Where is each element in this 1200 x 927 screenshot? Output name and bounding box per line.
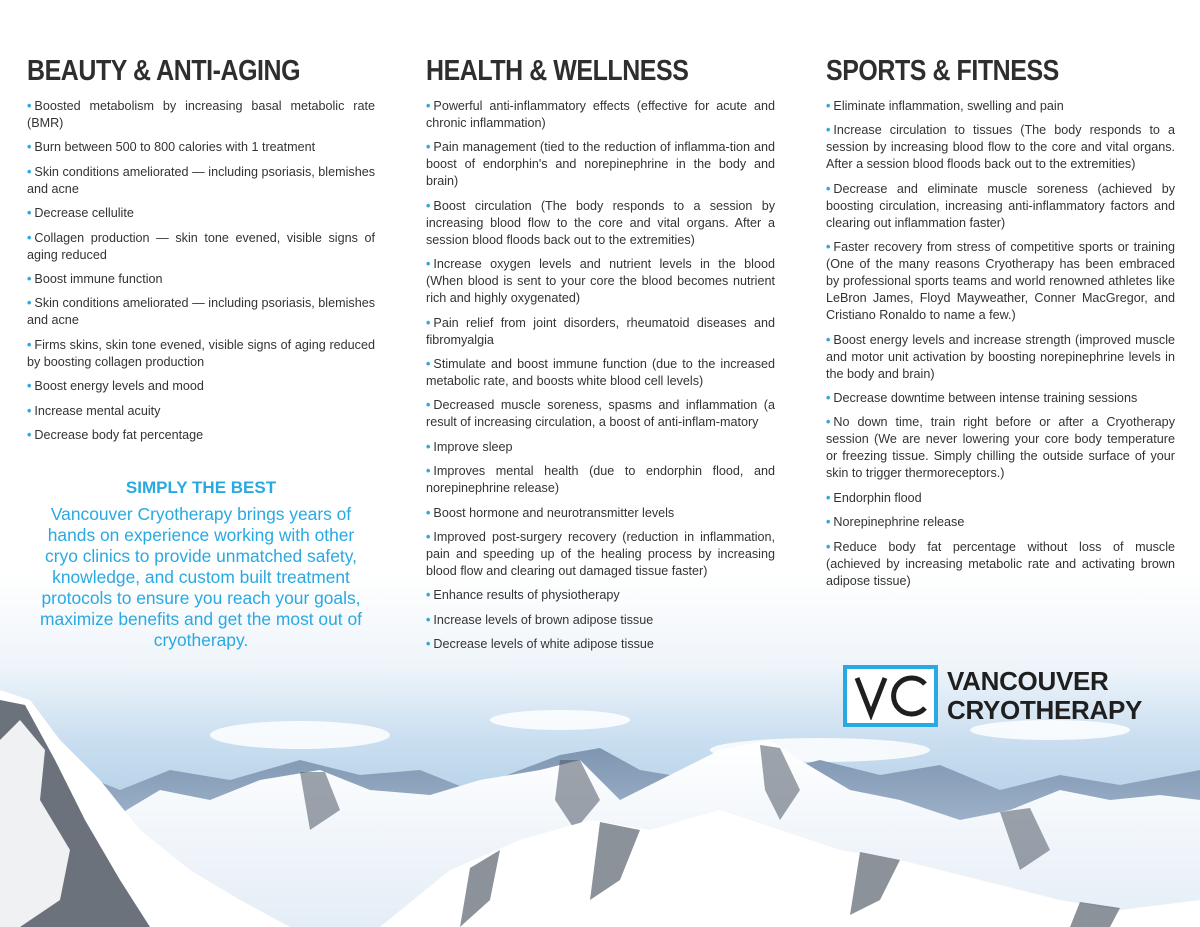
list-item-text: Enhance results of physiotherapy	[433, 588, 620, 603]
list-item	[426, 397, 775, 431]
bullet-dot: •	[826, 415, 831, 430]
bullet-dot: •	[426, 505, 431, 520]
bullet-dot: •	[27, 206, 32, 221]
list-item	[426, 356, 775, 390]
list-item-text: Powerful anti-inflammatory effects (effective for acute and chronic inflammation)	[426, 99, 775, 130]
list-item-text: Endorphin flood	[833, 490, 922, 505]
list-item-text: Collagen production — skin tone evened, visible signs of aging reduced	[27, 230, 375, 262]
bullet-dot: •	[426, 99, 431, 113]
section-heading-beauty: BEAUTY & ANTI-AGING	[27, 55, 301, 87]
list-item-text: Eliminate inflammation, swelling and pain	[833, 99, 1064, 113]
list-item-text: Improved post-surgery recovery (reduction in inflammation, pain and speeding up of the healing process by increasing blood flow and clearing out damaged tissue faster)	[426, 529, 775, 578]
list-item-text: Decreased muscle soreness, spasms and inflammation (a result of increasing circulation, a boost of anti-inflam-matory	[426, 398, 775, 430]
list-item-text: Decrease and eliminate muscle soreness (achieved by boosting circulation, increasing anti-inflammatory factors and clearing out inflammation faster)	[826, 181, 1175, 230]
bullet-dot: •	[426, 315, 431, 330]
list-item-text: Increase levels of brown adipose tissue	[433, 612, 654, 627]
list-item-text: Boosted metabolism by increasing basal metabolic rate (BMR)	[27, 99, 375, 130]
benefit-list-beauty	[27, 98, 375, 444]
list-item	[27, 205, 375, 222]
list-item	[27, 403, 375, 420]
list-item	[27, 427, 375, 444]
list-item-text: Faster recovery from stress of competitive sports or training (One of the many reasons Cryotherapy has been embraced by professional sports teams and world renowned athletes like LeBron James, Floyd Mayweather, Conner MacGregor, and Cristiano Ronaldo to name a few.)	[826, 240, 1175, 323]
list-item	[27, 230, 375, 264]
list-item	[27, 295, 375, 329]
list-item-text: Reduce body fat percentage without loss of muscle (achieved by increasing metabolic rate and activating brown adipose tissue)	[826, 539, 1175, 588]
list-item	[27, 98, 375, 132]
bullet-dot: •	[826, 515, 831, 530]
logo-line-1: VANCOUVER	[947, 666, 1109, 696]
list-item	[826, 98, 1175, 115]
list-item-text: Decrease body fat percentage	[34, 427, 204, 442]
list-item-text: Increase mental acuity	[34, 403, 161, 418]
list-item	[826, 490, 1175, 507]
list-item-text: Skin conditions ameliorated — including psoriasis, blemishes and acne	[27, 296, 375, 328]
list-item	[27, 378, 375, 395]
bullet-dot: •	[826, 490, 831, 505]
list-item-text: Boost energy levels and mood	[34, 379, 204, 394]
list-item	[426, 505, 775, 522]
list-item-text: Stimulate and boost immune function (due to the increased metabolic rate, and boosts white blood cell levels)	[426, 356, 775, 388]
list-item	[826, 181, 1175, 232]
list-item	[426, 636, 775, 653]
bullet-dot: •	[426, 198, 431, 213]
list-item	[426, 587, 775, 604]
list-item-text: Decrease levels of white adipose tissue	[433, 637, 654, 652]
list-item	[426, 529, 775, 580]
benefit-list-sports	[826, 98, 1175, 590]
list-item-text: Pain relief from joint disorders, rheumatoid diseases and fibromyalgia	[426, 315, 775, 347]
list-item	[27, 164, 375, 198]
list-item-text: Burn between 500 to 800 calories with 1 treatment	[34, 140, 316, 155]
list-item	[426, 98, 775, 132]
list-item	[426, 463, 775, 497]
list-item-text: Boost circulation (The body responds to a session by increasing blood flow to the core and vital organs. After a session blood floods back out to the extremities)	[426, 198, 775, 247]
bullet-dot: •	[826, 99, 831, 113]
bullet-dot: •	[426, 398, 431, 413]
bullet-dot: •	[826, 123, 831, 138]
list-item-text: Boost immune function	[34, 271, 163, 286]
list-item-text: Improve sleep	[433, 439, 513, 454]
list-item	[27, 271, 375, 288]
benefit-list-health	[426, 98, 775, 653]
list-item-text: Pain management (tied to the reduction of inflamma-tion and boost of endorphin's and norepinephrine in the body and brain)	[426, 140, 775, 189]
list-item-text: Boost energy levels and increase strength (improved muscle and motor unit activation by boosting norepinephrine levels in the body and brain)	[826, 332, 1175, 381]
list-item-text: Decrease cellulite	[34, 206, 134, 221]
list-item	[426, 439, 775, 456]
column-health-wellness	[426, 52, 775, 660]
list-item	[426, 612, 775, 629]
list-item	[426, 315, 775, 349]
bullet-dot: •	[27, 140, 32, 155]
bullet-dot: •	[426, 588, 431, 603]
list-item	[426, 256, 775, 307]
column-sports-fitness	[826, 52, 1175, 597]
list-item-text: No down time, train right before or after a Cryotherapy session (We are never lowering your core body temperature or freezing tissue. Simply chilling the outside surface of your skin to trigger thermoreceptors.)	[826, 415, 1175, 481]
bullet-dot: •	[426, 140, 431, 155]
list-item	[27, 139, 375, 156]
bullet-dot: •	[27, 403, 32, 418]
list-item	[826, 539, 1175, 590]
simply-the-best-title: SIMPLY THE BEST	[125, 478, 277, 497]
list-item-text: Increase circulation to tissues (The body responds to a session by increasing blood flow to the core and vital organs. After a session blood floods back out to the extremities)	[826, 123, 1175, 172]
list-item	[826, 239, 1175, 324]
list-item	[826, 390, 1175, 407]
list-item	[826, 122, 1175, 173]
list-item	[426, 139, 775, 190]
logo-line-2: CRYOTHERAPY	[947, 695, 1143, 725]
bullet-dot: •	[27, 99, 32, 113]
bullet-dot: •	[826, 539, 831, 554]
bullet-dot: •	[27, 379, 32, 394]
bullet-dot: •	[27, 427, 32, 442]
list-item	[826, 514, 1175, 531]
bullet-dot: •	[27, 337, 32, 352]
vancouver-cryotherapy-logo	[843, 665, 1142, 727]
logo-wordmark	[947, 667, 1142, 725]
list-item	[826, 332, 1175, 383]
column-beauty-anti-aging	[27, 52, 375, 451]
simply-the-best-block	[27, 476, 375, 651]
list-item-text: Norepinephrine release	[833, 515, 965, 530]
bullet-dot: •	[826, 181, 831, 196]
bullet-dot: •	[426, 637, 431, 652]
bullet-dot: •	[27, 296, 32, 311]
section-heading-health: HEALTH & WELLNESS	[426, 55, 689, 87]
bullet-dot: •	[426, 529, 431, 544]
list-item	[426, 198, 775, 249]
bullet-dot: •	[826, 240, 831, 255]
bullet-dot: •	[826, 390, 831, 405]
simply-the-best-text: Vancouver Cryotherapy brings years of hands on experience working with other cryo clinics to provide unmatched safety, knowledge, and custom built treatment protocols to ensure you reach your goals, maximize benefits and get the most out of cryotherapy.	[40, 504, 362, 650]
list-item-text: Increase oxygen levels and nutrient levels in the blood (When blood is sent to your core the blood becomes nutrient rich and highly oxygenated)	[426, 257, 775, 306]
bullet-dot: •	[426, 257, 431, 272]
list-item-text: Firms skins, skin tone evened, visible signs of aging reduced by boosting collagen production	[27, 337, 375, 369]
bullet-dot: •	[426, 356, 431, 371]
list-item-text: Skin conditions ameliorated — including psoriasis, blemishes and acne	[27, 164, 375, 196]
bullet-dot: •	[27, 230, 32, 245]
section-heading-sports: SPORTS & FITNESS	[826, 55, 1059, 87]
bullet-dot: •	[27, 164, 32, 179]
list-item	[826, 414, 1175, 482]
list-item-text: Boost hormone and neurotransmitter levels	[433, 505, 675, 520]
vc-monogram-icon	[843, 665, 938, 727]
bullet-dot: •	[426, 464, 431, 479]
list-item	[27, 337, 375, 371]
bullet-dot: •	[426, 439, 431, 454]
bullet-dot: •	[27, 271, 32, 286]
bullet-dot: •	[426, 612, 431, 627]
list-item-text: Improves mental health (due to endorphin flood, and norepinephrine release)	[426, 464, 775, 496]
bullet-dot: •	[826, 332, 831, 347]
list-item-text: Decrease downtime between intense training sessions	[833, 390, 1138, 405]
